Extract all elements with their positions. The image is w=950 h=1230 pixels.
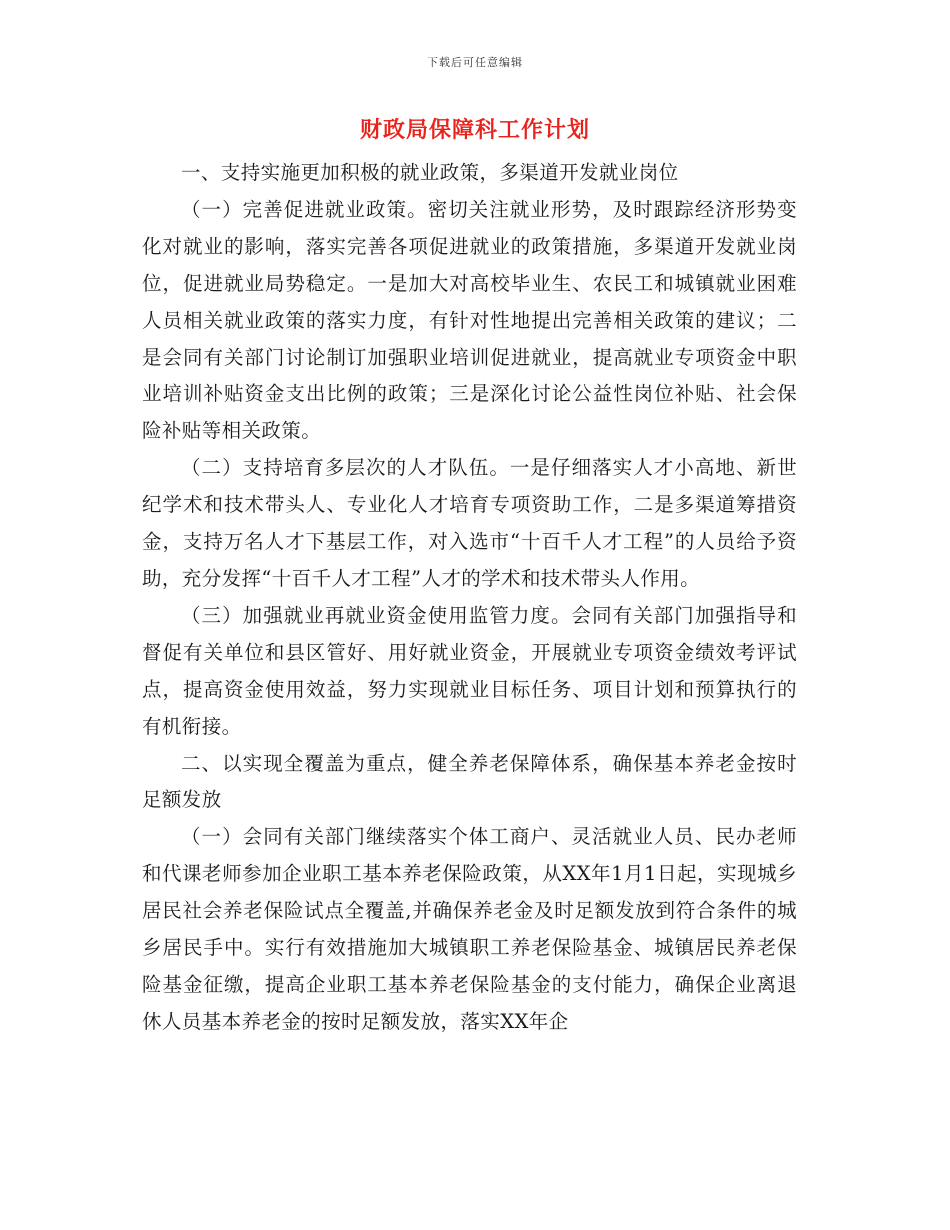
heading-section-2: 二、以实现全覆盖为重点，健全养老保障体系，确保基本养老金按时足额发放 <box>142 751 797 812</box>
paragraph-2-1: （一）会同有关部门继续落实个体工商户、灵活就业人员、民办老师和代课老师参加企业职工基本养老保险政策，从XX年1月1日起，实现城乡居民社会养老保险试点全覆盖,并确保养老金及时足额发放到符合条件的城乡居民手中。实行有效措施加大城镇职工养老保险基金、城镇居民养老保险基金征缴，提高企业职工基本养老保险基金的支付能力，确保企业离退休人员基本养老金的按时足额发放，落实XX年企 <box>142 825 797 1033</box>
document-body <box>142 155 797 1041</box>
paragraph-1-3: （三）加强就业再就业资金使用监管力度。会同有关部门加强指导和督促有关单位和县区管好、用好就业资金，开展就业专项资金绩效考评试点，提高资金使用效益，努力实现就业目标任务、项目计划和预算执行的有机衔接。 <box>142 603 797 738</box>
document-title: 财政局保障科工作计划 <box>359 117 590 143</box>
heading-section-1: 一、支持实施更加积极的就业政策，多渠道开发就业岗位 <box>181 161 679 184</box>
paragraph-1-1: （一）完善促进就业政策。密切关注就业形势，及时跟踪经济形势变化对就业的影响，落实完善各项促进就业的政策措施，多渠道开发就业岗位，促进就业局势稳定。一是加大对高校毕业生、农民工和城镇就业困难人员相关就业政策的落实力度，有针对性地提出完善相关政策的建议；二是会同有关部门讨论制订加强职业培训促进就业，提高就业专项资金中职业培训补贴资金支出比例的政策；三是深化讨论公益性岗位补贴、社会保险补贴等相关政策。 <box>142 197 797 443</box>
header-note: 下载后可任意编辑 <box>427 56 523 69</box>
paragraph-1-2: （二）支持培育多层次的人才队伍。一是仔细落实人才小高地、新世纪学术和技术带头人、专业化人才培育专项资助工作，二是多渠道筹措资金，支持万名人才下基层工作，对入选市“十百千人才工程”的人员给予资助，充分发挥“十百千人才工程”人才的学术和技术带头人作用。 <box>142 456 797 590</box>
